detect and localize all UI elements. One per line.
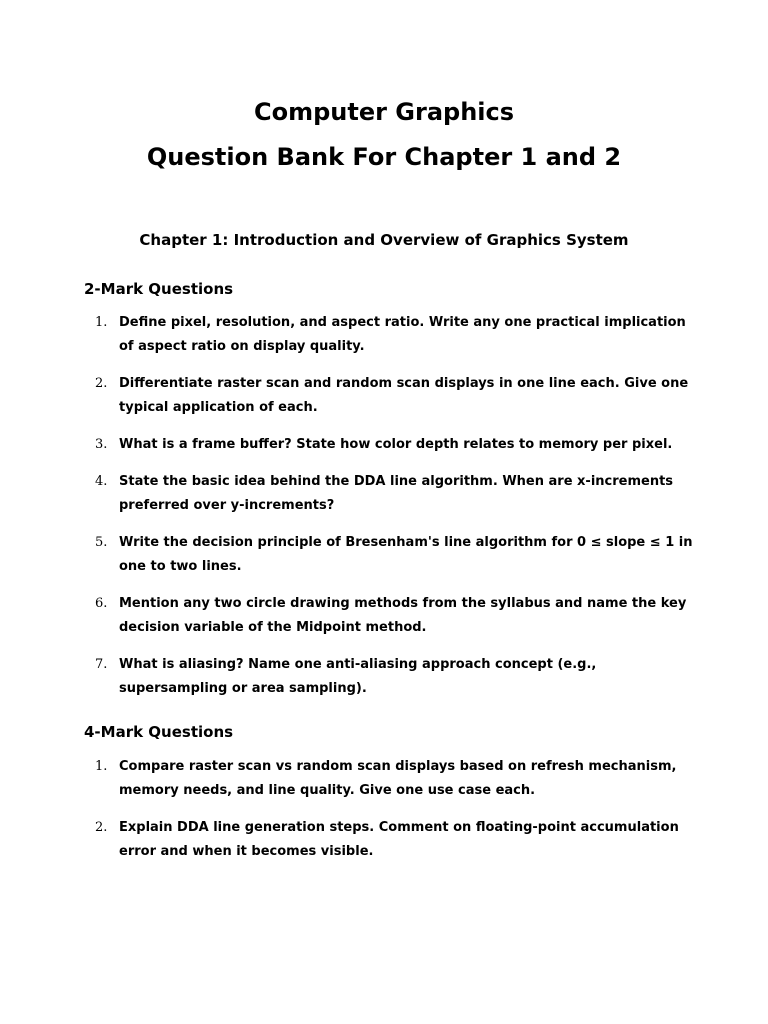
question-text: Write the decision principle of Bresenham's line algorithm for 0 ≤ slope ≤ 1 in one to two lines. (119, 535, 693, 574)
question-text: What is a frame buffer? State how color depth relates to memory per pixel. (119, 437, 673, 452)
question-item (84, 372, 694, 420)
question-number: 7. (95, 657, 108, 672)
question-number: 5. (95, 535, 108, 550)
question-list-2-mark (84, 311, 694, 714)
question-number: 3. (95, 437, 108, 452)
question-item (84, 470, 694, 518)
question-number: 2. (95, 376, 108, 391)
question-item (84, 653, 694, 701)
question-item (84, 816, 694, 864)
question-text: Explain DDA line generation steps. Comment on floating-point accumulation error and when it becomes visible. (119, 820, 679, 859)
question-number: 4. (95, 474, 108, 489)
question-text: Define pixel, resolution, and aspect ratio. Write any one practical implication of aspect ratio on display quality. (119, 315, 686, 354)
question-text: What is aliasing? Name one anti-aliasing approach concept (e.g., supersampling or area sampling). (119, 657, 597, 696)
question-item (84, 311, 694, 359)
section-heading-4-mark: 4-Mark Questions (84, 723, 234, 741)
question-text: State the basic idea behind the DDA line algorithm. When are x-increments preferred over y-increments? (119, 474, 674, 513)
question-item (84, 755, 694, 803)
question-text: Mention any two circle drawing methods from the syllabus and name the key decision variable of the Midpoint method. (119, 596, 687, 635)
question-number: 1. (95, 315, 108, 330)
question-list-4-mark (84, 755, 694, 877)
document-title: Computer Graphics (253, 98, 515, 126)
question-text: Compare raster scan vs random scan displays based on refresh mechanism, memory needs, and line quality. Give one use case each. (119, 759, 677, 798)
question-number: 1. (95, 759, 108, 774)
chapter-heading: Chapter 1: Introduction and Overview of Graphics System (139, 231, 629, 249)
question-item (84, 531, 694, 579)
question-number: 6. (95, 596, 108, 611)
section-heading-2-mark: 2-Mark Questions (84, 280, 234, 298)
question-number: 2. (95, 820, 108, 835)
question-text: Differentiate raster scan and random scan displays in one line each. Give one typical application of each. (119, 376, 689, 415)
question-item (84, 433, 694, 457)
document-subtitle: Question Bank For Chapter 1 and 2 (146, 143, 622, 171)
question-item (84, 592, 694, 640)
